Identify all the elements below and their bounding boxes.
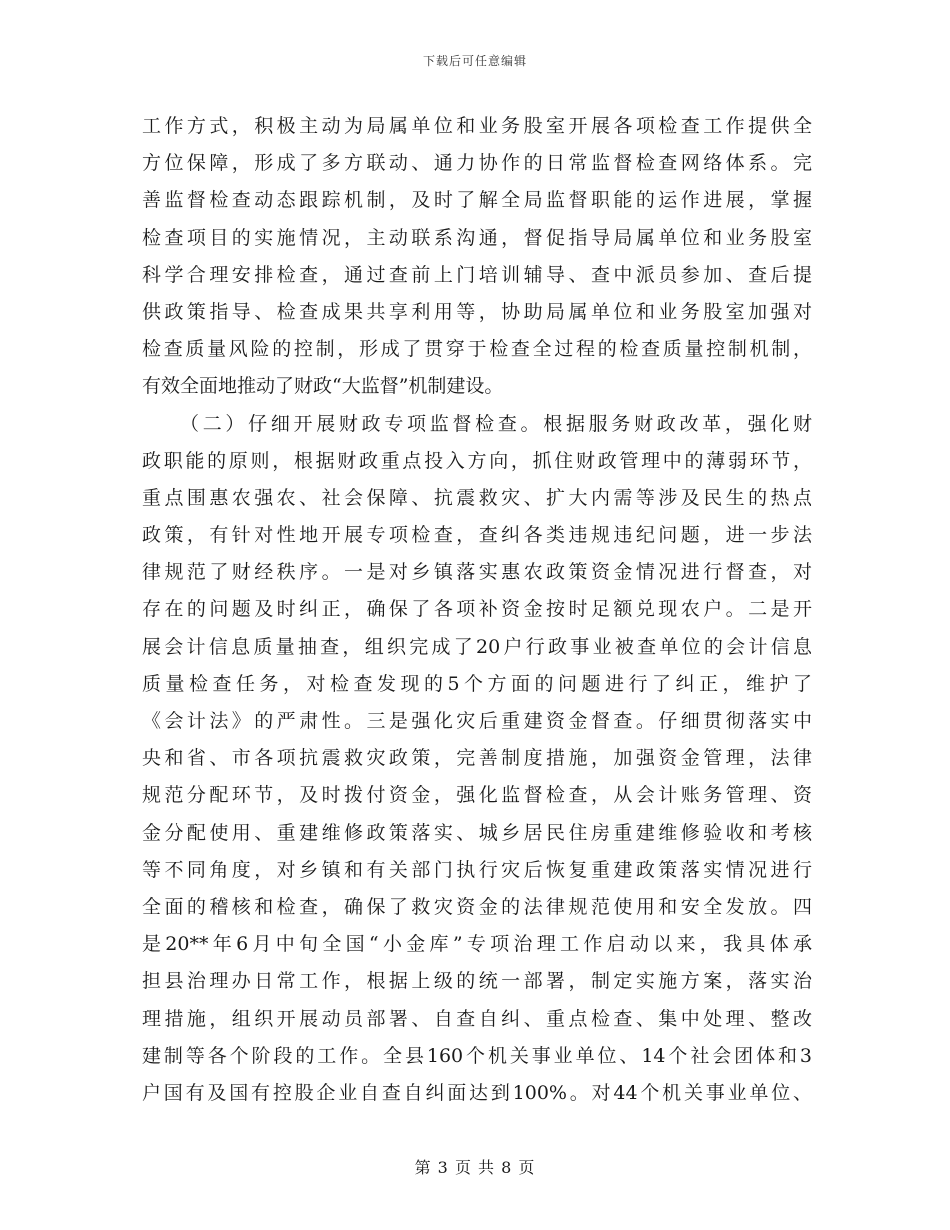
body-text-line: 律规范了财经秩序。一是对乡镇落实惠农政策资金情况进行督查，对 xyxy=(142,561,812,584)
body-text-line: 政职能的原则，根据财政重点投入方向，抓住财政管理中的薄弱环节， xyxy=(142,449,812,472)
body-text-line: 存在的问题及时纠正，确保了各项补资金按时足额兑现农户。二是开 xyxy=(142,598,812,621)
body-text-line: 金分配使用、重建维修政策落实、城乡居民住房重建维修验收和考核 xyxy=(142,821,812,844)
body-text-line: 是20**年6月中旬全国“小金库”专项治理工作启动以来，我具体承 xyxy=(142,933,812,956)
document-body xyxy=(142,108,812,1112)
body-text-line: 规范分配环节，及时拨付资金，强化监督检查，从会计账务管理、资 xyxy=(142,784,812,807)
body-text-line: 供政策指导、检查成果共享利用等，协助局属单位和业务股室加强对 xyxy=(142,300,812,323)
page-footer: 第 3 页 共 8 页 xyxy=(414,1158,536,1177)
body-text-line: 《会计法》的严肃性。三是强化灾后重建资金督查。仔细贯彻落实中 xyxy=(142,710,812,732)
body-text-line: 有效全面地推动了财政“大监督”机制建设。 xyxy=(142,375,504,398)
body-text-line: 展会计信息质量抽查，组织完成了20户行政事业被查单位的会计信息 xyxy=(142,635,812,658)
body-text-line: 工作方式，积极主动为局属单位和业务股室开展各项检查工作提供全 xyxy=(142,115,812,137)
body-text-line: 政策，有针对性地开展专项检查，查纠各类违规违纪问题，进一步法 xyxy=(142,524,812,547)
body-text-line: 建制等各个阶段的工作。全县160个机关事业单位、14个社会团体和3 xyxy=(142,1044,812,1067)
body-text-line: 重点围惠农强农、社会保障、抗震救灾、扩大内需等涉及民生的热点 xyxy=(142,486,812,509)
body-text-line: 理措施，组织开展动员部署、自查自纠、重点检查、集中处理、整改 xyxy=(142,1007,812,1030)
body-text-line: 科学合理安排检查，通过查前上门培训辅导、查中派员参加、查后提 xyxy=(142,263,812,286)
body-text-line: 检查项目的实施情况，主动联系沟通，督促指导局属单位和业务股室 xyxy=(142,226,812,249)
body-text-line: 担县治理办日常工作，根据上级的统一部署，制定实施方案，落实治 xyxy=(142,970,812,993)
body-text-line: 检查质量风险的控制，形成了贯穿于检查全过程的检查质量控制机制， xyxy=(142,338,812,361)
body-text-line: 央和省、市各项抗震救灾政策，完善制度措施，加强资金管理，法律 xyxy=(142,747,812,770)
body-text-line: 等不同角度，对乡镇和有关部门执行灾后恢复重建政策落实情况进行 xyxy=(142,858,812,881)
body-text-line: 方位保障，形成了多方联动、通力协作的日常监督检查网络体系。完 xyxy=(142,152,812,175)
body-text-line: 善监督检查动态跟踪机制，及时了解全局监督职能的运作进展，掌握 xyxy=(142,189,812,212)
body-text-line: （二）仔细开展财政专项监督检查。根据服务财政改革，强化财 xyxy=(180,412,812,435)
body-text-line: 全面的稽核和检查，确保了救灾资金的法律规范使用和安全发放。四 xyxy=(142,895,812,918)
body-text-line: 户国有及国有控股企业自查自纠面达到100%。对44个机关事业单位、 xyxy=(142,1081,812,1104)
page-header: 下载后可任意编辑 xyxy=(422,54,527,68)
body-text-line: 质量检查任务，对检查发现的5个方面的问题进行了纠正，维护了 xyxy=(142,672,812,695)
